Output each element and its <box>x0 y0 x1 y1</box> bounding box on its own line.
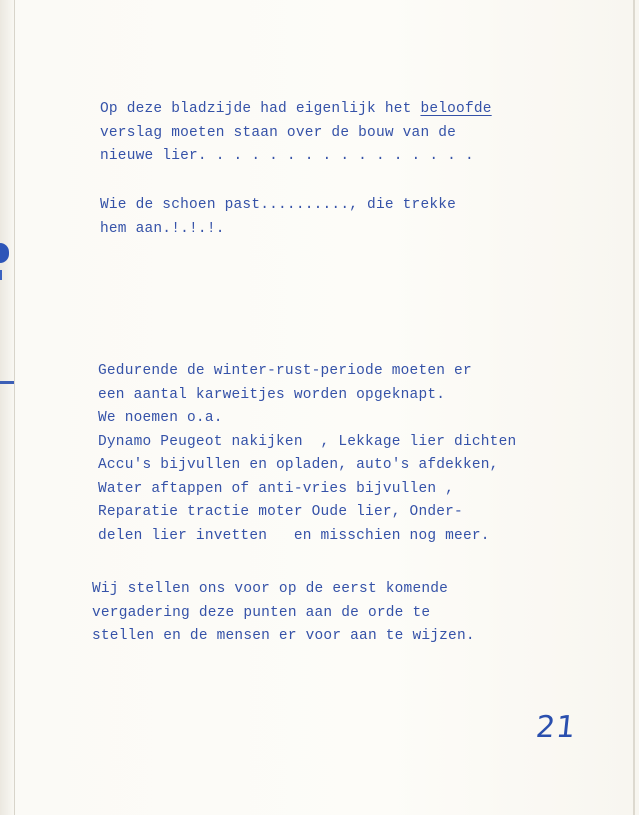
text-line: Reparatie tractie moter Oude lier, Onder- <box>98 504 463 520</box>
underlined-word: beloofde <box>420 101 492 117</box>
text-line: een aantal karweitjes worden opgeknapt. <box>98 386 446 403</box>
text-line: We noemen o.a. <box>98 410 223 426</box>
paragraph-meeting <box>92 578 475 649</box>
page-edge <box>633 0 635 815</box>
paragraph-winter-tasks <box>98 360 516 548</box>
text-line: Dynamo Peugeot nakijken , Lekkage lier dichten <box>98 433 517 450</box>
text-line: verslag moeten staan over de bouw van de <box>100 124 457 141</box>
punch-hole-mark <box>0 243 9 263</box>
text-line: stellen en de mensen er voor aan te wijzen. <box>92 628 475 644</box>
text-line: Wie de schoen past.........., die trekke <box>100 197 457 213</box>
paragraph-promised-report <box>100 98 492 169</box>
margin-mark <box>0 381 14 384</box>
binding-edge <box>14 0 15 815</box>
text-line: vergadering deze punten aan de orde te <box>92 604 431 621</box>
punch-hole-tick <box>0 270 2 280</box>
page-number: 21 <box>534 710 579 745</box>
text-line <box>100 98 492 122</box>
text-line: Water aftappen of anti-vries bijvullen , <box>98 480 455 497</box>
text-line: delen lier invetten en misschien nog meer. <box>98 527 490 544</box>
text-line: hem aan.!.!.!. <box>100 220 225 237</box>
text-line: nieuwe lier. . . . . . . . . . . . . . . . <box>100 148 474 164</box>
text-line: Wij stellen ons voor op de eerst komende <box>92 581 449 597</box>
text-line: Accu's bijvullen en opladen, auto's afdekken, <box>98 457 499 473</box>
paragraph-saying <box>100 194 456 241</box>
text-line: Gedurende de winter-rust-periode moeten er <box>98 363 472 379</box>
text-segment: Op deze bladzijde had eigenlijk het <box>100 101 421 117</box>
